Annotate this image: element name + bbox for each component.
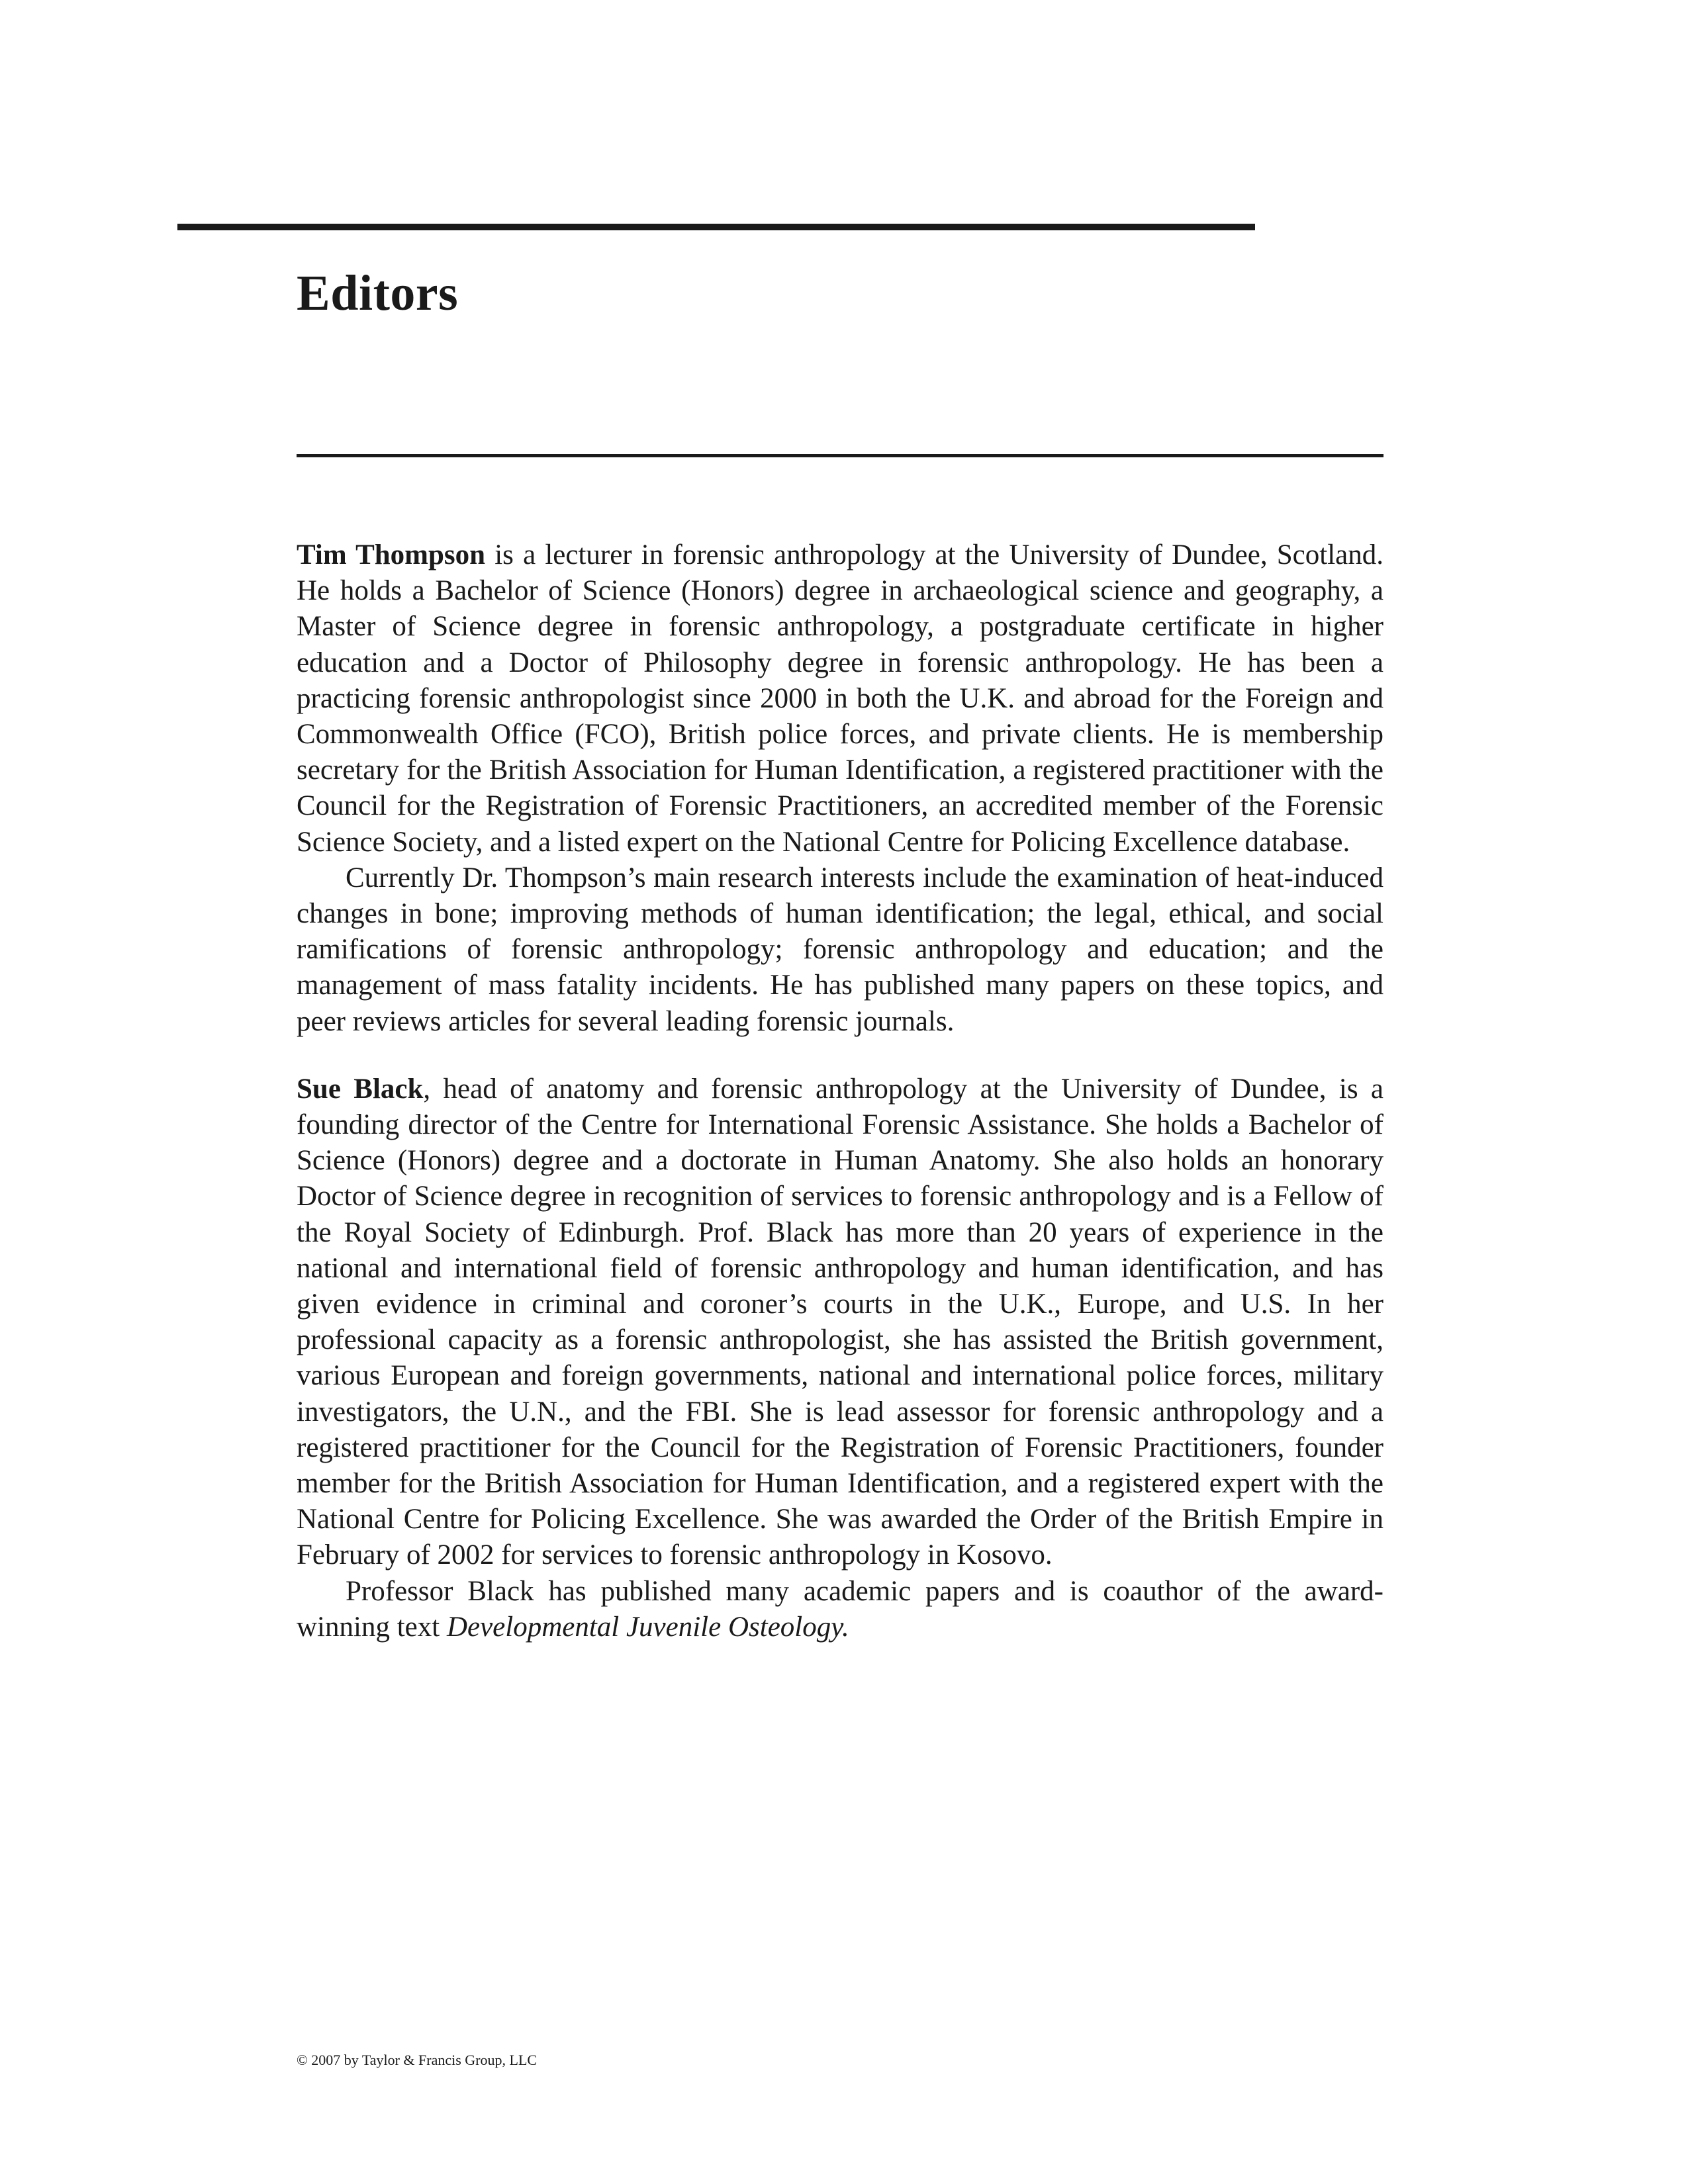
bio-paragraph: Currently Dr. Thompson’s main research interests include the examination of heat-induced changes in bone; improving methods of human identification; the legal, ethical, and social ramifications of forensic anthropology; forensic anthropology and education; and the management of mass fatality incidents. He has published many papers on these topics, and peer reviews articles for several leading forensic journals. [297, 862, 1383, 1037]
bio-tim-thompson [297, 537, 1383, 1040]
editor-name: Tim Thompson [297, 539, 486, 570]
bio-paragraph [297, 1574, 1383, 1645]
book-title: Developmental Juvenile Osteology. [446, 1611, 849, 1643]
bio-paragraph [297, 537, 1383, 860]
copyright-notice: © 2007 by Taylor & Francis Group, LLC [297, 2052, 538, 2068]
bio-text: Professor Black has published many academic papers and is coauthor of the award-winning text [297, 1575, 1383, 1643]
section-rule [297, 454, 1383, 457]
bio-text: , head of anatomy and forensic anthropology at the University of Dundee, is a founding director of the Centre for International Forensic Assistance. She holds a Bachelor of Science (Honors) degree and a doctorate in Human Anatomy. She also holds an honorary Doctor of Science degree in recognition of services to forensic anthropology and is a Fellow of the Royal Society of Edinburgh. Prof. Black has more than 20 years of experience in the national and international field of forensic anthropology and human identification, and has given evidence in criminal and coroner’s courts in the U.K., Europe, and U.S. In her professional capacity as a forensic anthropologist, she has assisted the British government, various European and foreign governments, national and international police forces, military investigators, the U.N., and the FBI. She is lead assessor for forensic anthropology and a registered practitioner for the Council for the Registration of Forensic Practitioners, founder member for the British Association for Human Identification, and a registered expert with the National Centre for Policing Excellence. She was awarded the Order of the British Empire in February of 2002 for services to forensic anthropology in Kosovo. [297, 1073, 1384, 1571]
chapter-title: Editors [297, 265, 459, 321]
top-rule [177, 224, 1255, 230]
editor-name: Sue Black [297, 1073, 424, 1105]
bio-text: is a lecturer in forensic anthropology at the University of Dundee, Scotland. He holds a Bachelor of Science (Honors) degree in archaeological science and geography, a Master of Science degree in forensic anthropology, a postgraduate certificate in higher education and a Doctor of Philosophy degree in forensic anthropology. He has been a practicing forensic anthropologist since 2000 in both the U.K. and abroad for the Foreign and Commonwealth Office (FCO), British police forces, and private clients. He is membership secretary for the British Association for Human Identification, a registered practitioner with the Council for the Registration of Forensic Practitioners, an accredited member of the Forensic Science Society, and a listed expert on the National Centre for Policing Excellence database. [297, 539, 1383, 858]
bio-paragraph [297, 1071, 1383, 1574]
editors-biographies [297, 537, 1383, 1677]
bio-sue-black [297, 1071, 1383, 1645]
